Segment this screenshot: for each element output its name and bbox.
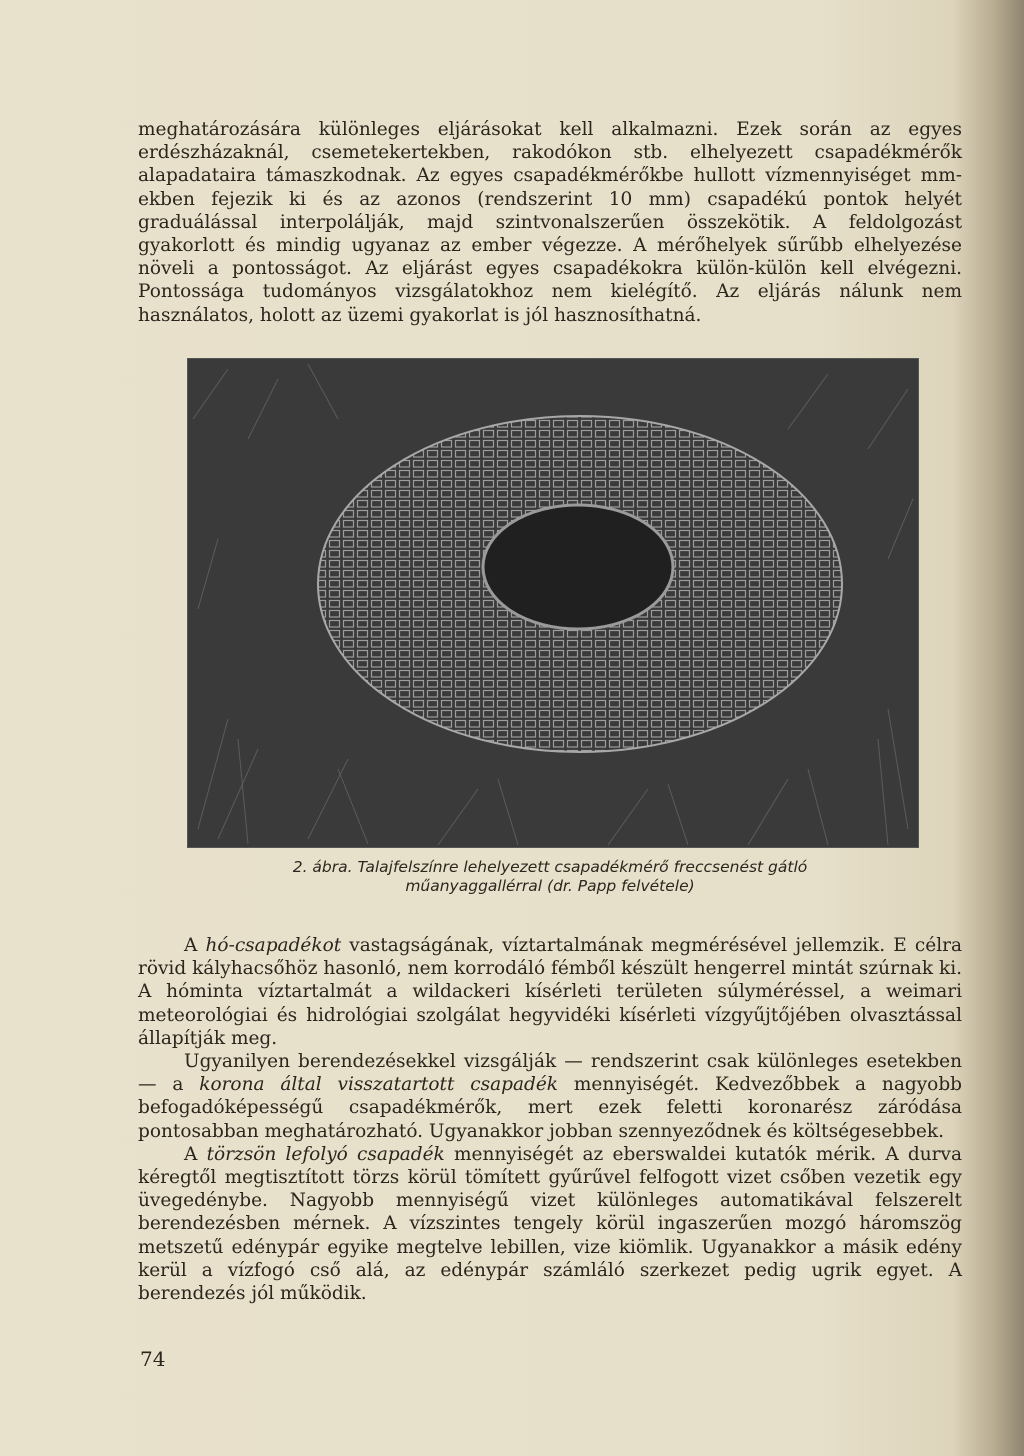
figure-rain-gauge-photo <box>187 358 919 848</box>
page-number: 74 <box>140 1347 166 1371</box>
body-text <box>138 934 962 1305</box>
rain-gauge-collar-illustration <box>188 359 918 847</box>
top-paragraph-block <box>138 118 962 327</box>
paragraph-stemflow: A törzsön lefolyó csapadék mennyiségét az eberswaldei kutatók mérik. A durva kéregtől megtisztított törzs körül tömített gyűrűvel felfogott vizet csőben vezetik egy üvegedénybe. Nagyobb mennyiségű vizet különleges automatikával felszerelt berendezésben mérnek. A vízszintes tengely körül ingaszerűen mozgó háromszög metszetű edénypár egyike megtelve lebillen, vize kiömlik. Ugyanakkor a másik edény kerül a vízfogó cső alá, az edénypár számláló szerkezet pedig ugrik egyet. A berendezés jól működik. <box>138 1143 962 1305</box>
term-stemflow: törzsön lefolyó csapadék <box>206 1143 445 1165</box>
caption-line-1: 2. ábra. Talajfelszínre lehelyezett csapadékmérő freccsenést gátló <box>292 858 808 876</box>
term-snow-precipitation: hó-csapadékot <box>205 935 342 956</box>
top-paragraph: meghatározására különleges eljárásokat kell alkalmazni. Ezek során az egyes erdészházaknál, csemetekertekben, rakodókon stb. elhelyezett csapadékmérők alapadataira támaszkodnak. Az egyes csapadékmérőkbe hullott vízmennyiséget mm-ekben fejezik ki és az azonos (rendszerint 10 mm) csapadékú pontok helyét graduálással interpolálják, majd szintvonalszerűen összekötik. A feldolgozást gyakorlott és mindig ugyanaz az ember végezze. A mérőhelyek sűrűbb elhelyezése növeli a pontosságot. Az eljárást egyes csapadékokra külön-külön kell elvégezni. Pontossága tudományos vizsgálatokhoz nem kielégítő. Az eljárás nálunk nem használatos, holott az üzemi gyakorlat is jól hasznosíthatná. <box>138 119 962 326</box>
caption-line-2: műanyaggallérral (dr. Papp felvétele) <box>405 877 695 895</box>
term-canopy-interception: korona által visszatartott csapadék <box>199 1074 559 1096</box>
paragraph-snow: A hó-csapadékot vastagságának, víztartalmának megmérésével jellemzik. E célra rövid kályhacsőhöz hasonló, nem korrodáló fémből készült hengerrel mintát szúrnak ki. A hóminta víztartalmát a wildackeri kísérleti területen súlyméréssel, a weimari meteorológiai és hidrológiai szolgálat hegyvidéki kísérleti vízgyűjtőjében olvasztással állapítják meg. <box>138 935 962 1049</box>
figure-caption <box>150 858 950 896</box>
paragraph-canopy: Ugyanilyen berendezésekkel vizsgálják — rendszerint csak különleges esetekben — a korona által visszatartott csapadék mennyiségét. Kedvezőbbek a nagyobb befogadóképességű csapadékmérők, mert ezek feletti koronarész záródása pontosabban meghatározható. Ugyanakkor jobban szennyeződnek és költségesebbek. <box>138 1051 962 1142</box>
gauge-opening <box>483 505 673 629</box>
